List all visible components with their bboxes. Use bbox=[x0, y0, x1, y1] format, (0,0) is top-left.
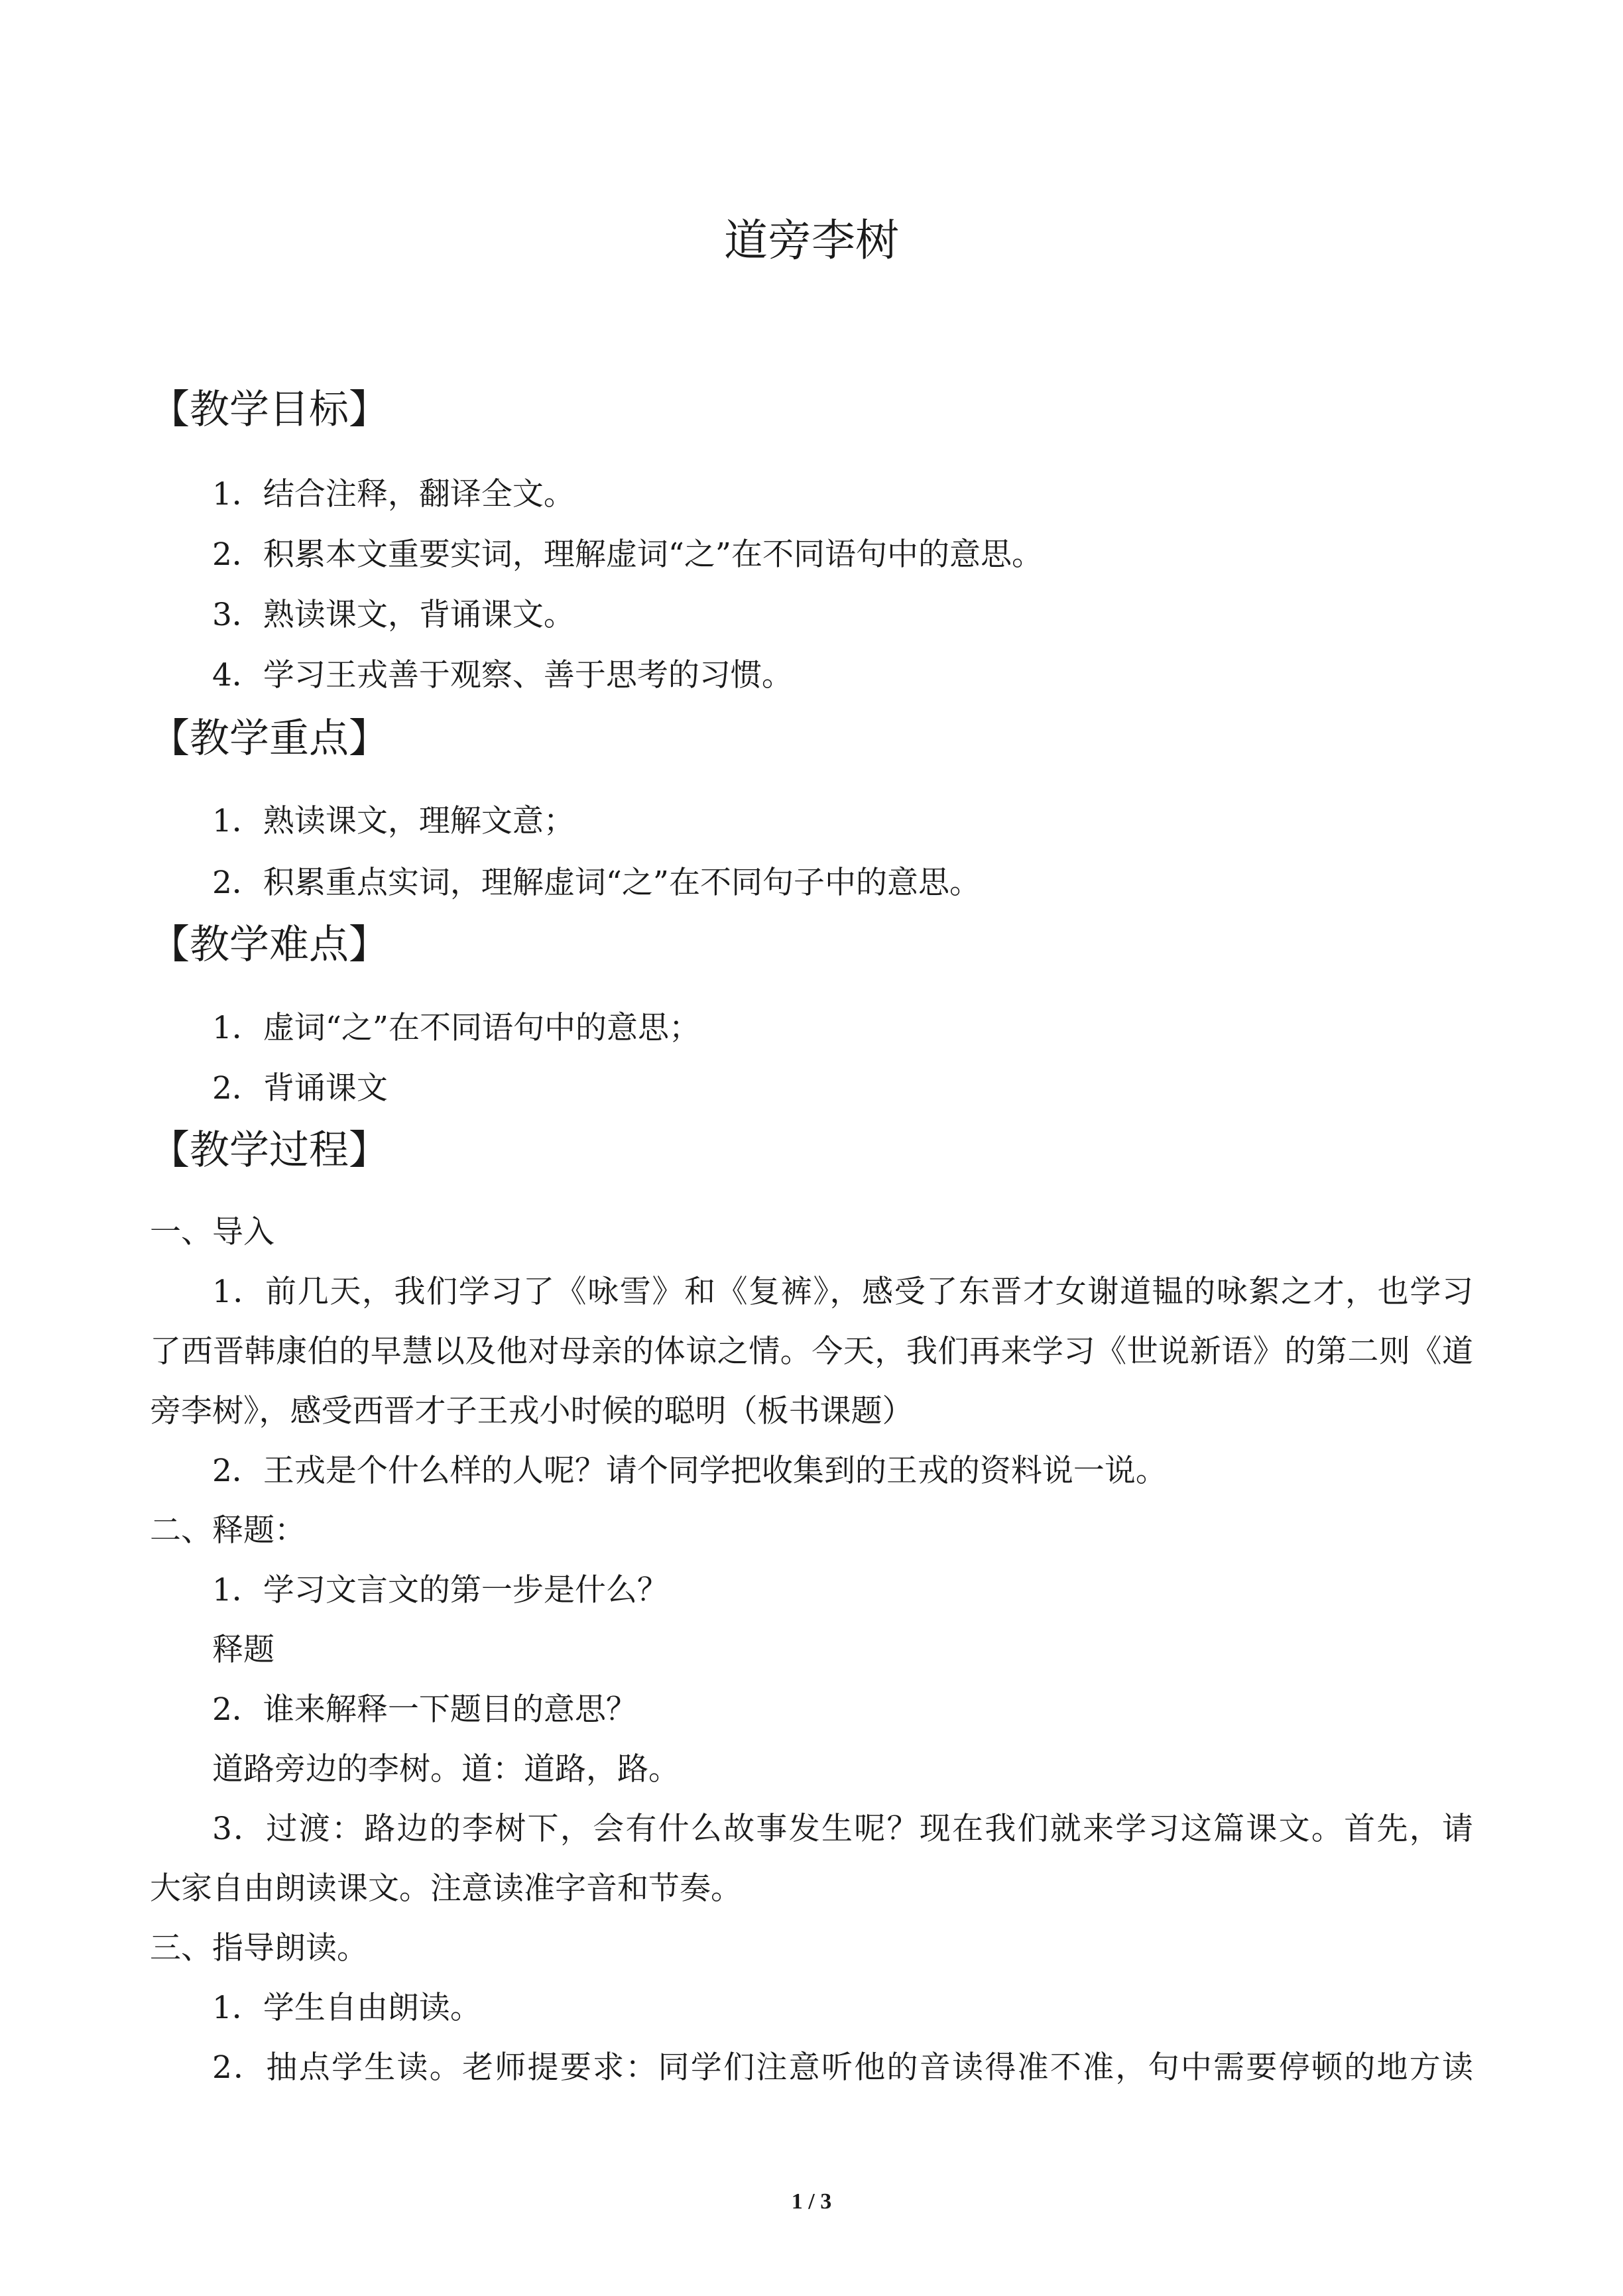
question: 1．学习文言文的第一步是什么？ bbox=[212, 1572, 668, 1608]
paragraph: 1．学生自由朗读。 bbox=[212, 1990, 481, 2026]
key-point-item: 1．熟读课文，理解文意； bbox=[212, 803, 575, 839]
page-title: 道旁李树 bbox=[724, 215, 899, 266]
page-number: 1 / 3 bbox=[791, 2189, 832, 2214]
paragraph: 2．王戎是个什么样的人呢？请个同学把收集到的王戎的资料说一说。 bbox=[212, 1453, 1167, 1489]
section-heading-process: 【教学过程】 bbox=[150, 1127, 389, 1174]
difficulty-item: 2．背诵课文 bbox=[212, 1070, 388, 1107]
process-part-title: 三、指导朗读。 bbox=[150, 1930, 368, 1966]
key-point-item: 2．积累重点实词，理解虚词“之”在不同句子中的意思。 bbox=[212, 865, 981, 901]
answer: 释题 bbox=[212, 1632, 274, 1668]
paragraph-line: 旁李树》，感受西晋才子王戎小时候的聪明（板书课题） bbox=[150, 1393, 914, 1429]
question: 2．谁来解释一下题目的意思？ bbox=[212, 1691, 637, 1728]
paragraph-line: 1．前几天，我们学习了《咏雪》和《复裤》，感受了东晋才女谢道韫的咏絮之才，也学习 bbox=[212, 1274, 1473, 1310]
paragraph-line: 大家自由朗读课文。注意读准字音和节奏。 bbox=[150, 1870, 742, 1907]
objective-item: 4．学习王戎善于观察、善于思考的习惯。 bbox=[212, 657, 793, 694]
process-part-title: 一、导入 bbox=[150, 1214, 274, 1250]
difficulty-item: 1．虚词“之”在不同语句中的意思； bbox=[212, 1010, 700, 1046]
objective-item: 2．积累本文重要实词，理解虚词“之”在不同语句中的意思。 bbox=[212, 536, 1043, 573]
paragraph-line: 2．抽点学生读。老师提要求：同学们注意听他的音读得准不准，句中需要停顿的地方读 bbox=[212, 2049, 1473, 2086]
section-heading-key-points: 【教学重点】 bbox=[150, 715, 389, 762]
objective-item: 1．结合注释，翻译全文。 bbox=[212, 476, 575, 513]
section-heading-difficulties: 【教学难点】 bbox=[150, 922, 389, 968]
section-heading-objectives: 【教学目标】 bbox=[150, 387, 389, 433]
process-part-title: 二、释题： bbox=[150, 1512, 306, 1549]
paragraph-line: 3．过渡：路边的李树下，会有什么故事发生呢？现在我们就来学习这篇课文。首先，请 bbox=[212, 1811, 1473, 1847]
paragraph-line: 了西晋韩康伯的早慧以及他对母亲的体谅之情。今天，我们再来学习《世说新语》的第二则《道 bbox=[150, 1333, 1473, 1370]
answer: 道路旁边的李树。道：道路，路。 bbox=[212, 1751, 680, 1787]
objective-item: 3．熟读课文，背诵课文。 bbox=[212, 597, 575, 633]
